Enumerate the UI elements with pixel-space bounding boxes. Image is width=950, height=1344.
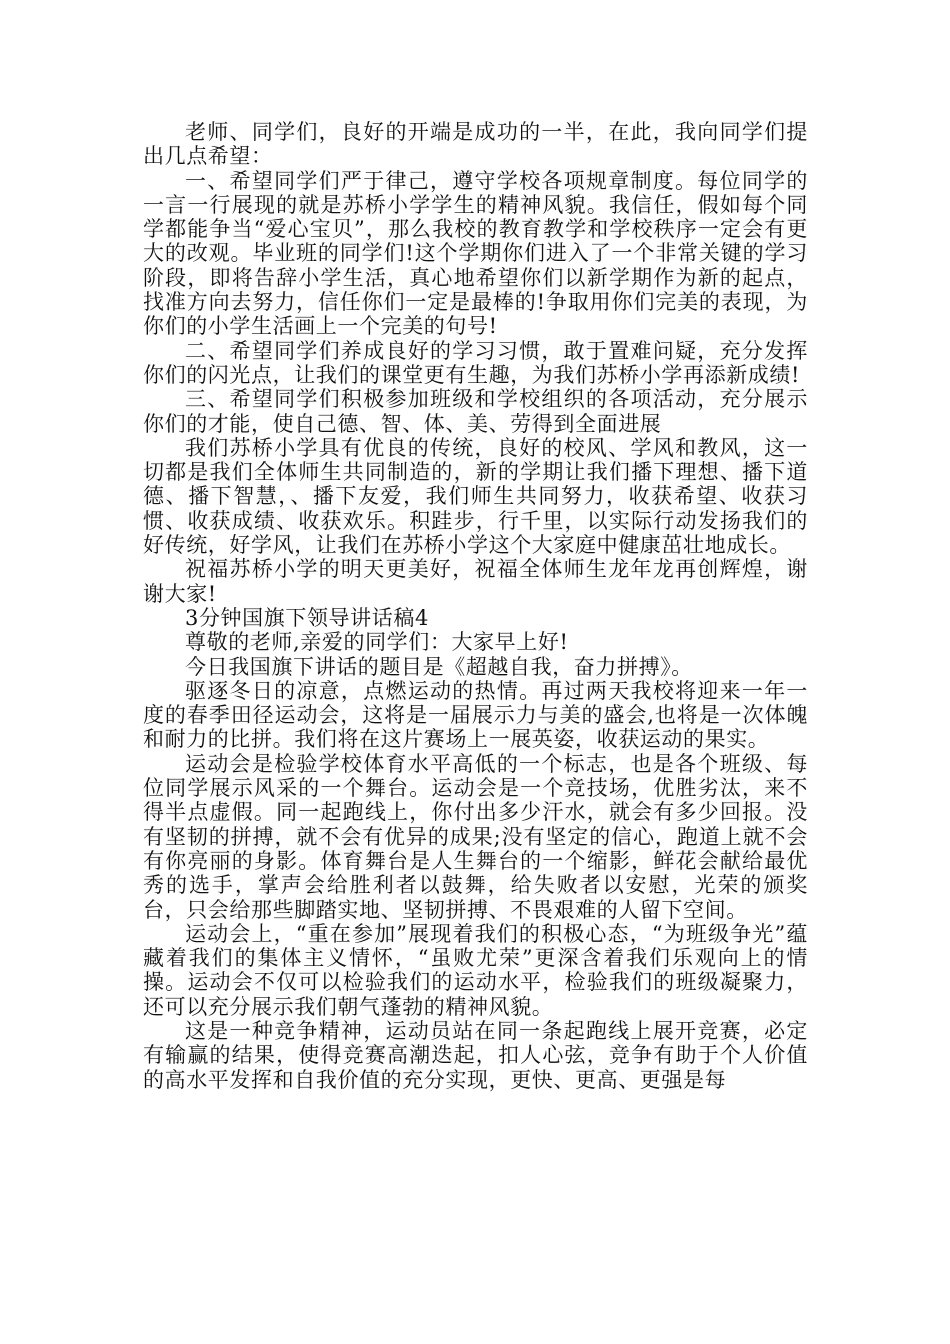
paragraph-hope-3: 三、希望同学们积极参加班级和学校组织的各项活动，充分展示你们的才能，使自己德、智、体、美、劳得到全面进展 [143,387,808,436]
paragraph-intro: 驱逐冬日的凉意，点燃运动的热情。再过两天我校将迎来一年一度的春季田径运动会，这将是一届展示力与美的盛会,也将是一次体魄和耐力的比拼。我们将在这片赛场上一展英姿，收获运动的果实。 [143,678,808,752]
paragraph-sports-meet: 运动会是检验学校体育水平高低的一个标志，也是各个班级、每位同学展示风采的一个舞台。运动会是一个竞技场，优胜劣汰，来不得半点虚假。同一起跑线上，你付出多少汗水，就会有多少回报。没有坚韧的拼搏，就不会有优异的成果;没有坚定的信心，跑道上就不会有你亮丽的身影。体育舞台是人生舞台的一个缩影，鲜花会献给最优秀的选手，掌声会给胜利者以鼓舞，给失败者以安慰，光荣的颁奖台，只会给那些脚踏实地、坚韧拼搏、不畏艰难的人留下空间。 [143,751,808,922]
paragraph-tradition: 我们苏桥小学具有优良的传统，良好的校风、学风和教风，这一切都是我们全体师生共同制造的，新的学期让我们播下理想、播下道德、播下智慧，、播下友爱，我们师生共同努力，收获希望、收获习惯、收获成绩、收获欢乐。积跬步，行千里，以实际行动发扬我们的好传统，好学风，让我们在苏桥小学这个大家庭中健康茁壮地成长。 [143,435,808,558]
paragraph-blessing: 祝福苏桥小学的明天更美好，祝福全体师生龙年龙再创辉煌，谢谢大家! [143,557,808,606]
paragraph-hope-1: 一、希望同学们严于律己，遵守学校各项规章制度。每位同学的一言一行展现的就是苏桥小学学生的精神风貌。我信任，假如每个同学都能争当“爱心宝贝”，那么我校的教育教学和学校秩序一定会有更大的改观。毕业班的同学们!这个学期你们进入了一个非常关键的学习阶段，即将告辞小学生活，真心地希望你们以新学期作为新的起点，找准方向去努力，信任你们一定是最棒的!争取用你们完美的表现，为你们的小学生活画上一个完美的句号! [143,168,808,339]
paragraph-topic: 今日我国旗下讲话的题目是《超越自我，奋力拼搏》。 [185,654,693,679]
paragraph-opening: 老师、同学们，良好的开端是成功的一半，在此，我向同学们提出几点希望： [143,120,808,169]
paragraph-participation: 运动会上，“重在参加”展现着我们的积极心态，“为班级争光”蕴藏着我们的集体主义情怀，“虽败尤荣”更深含着我们乐观向上的情操。运动会不仅可以检验我们的运动水平，检验我们的班级凝聚力，还可以充分展示我们朝气蓬勃的精神风貌。 [143,921,808,1019]
paragraph-competition: 这是一种竞争精神，运动员站在同一条起跑线上展开竞赛，必定有输赢的结果，使得竞赛高潮迭起，扣人心弦，竞争有助于个人价值的高水平发挥和自我价值的充分实现，更快、更高、更强是每 [143,1018,808,1092]
document-body [143,120,808,1092]
paragraph-greeting: 尊敬的老师,亲爱的同学们：大家早上好! [185,630,569,655]
paragraph-hope-2: 二、希望同学们养成良好的学习习惯，敢于置难问疑，充分发挥你们的闪光点，让我们的课堂更有生趣，为我们苏桥小学再添新成绩! [143,338,808,387]
section-heading: 3分钟国旗下领导讲话稿4 [185,605,429,630]
